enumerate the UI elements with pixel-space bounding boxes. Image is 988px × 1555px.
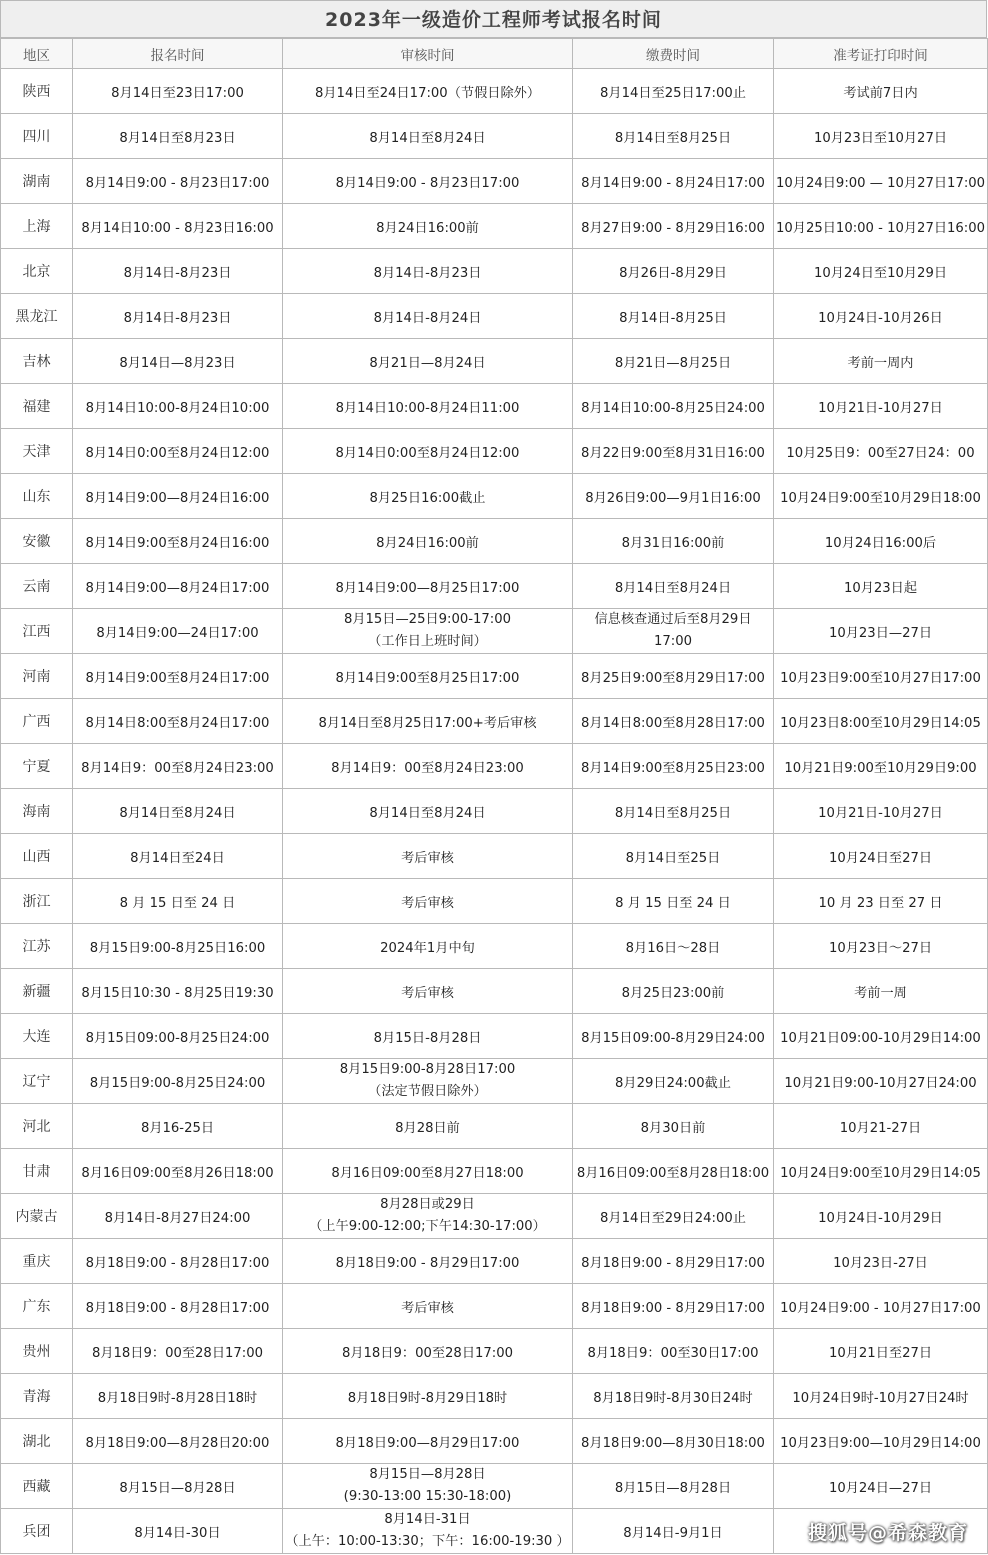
payment-cell: 8月14日至8月25日 xyxy=(573,789,774,834)
registration-cell: 8月14日9:00至8月24日16:00 xyxy=(73,519,283,564)
review-cell: 8月24日16:00前 xyxy=(283,204,573,249)
header-registration: 报名时间 xyxy=(73,39,283,69)
region-cell: 吉林 xyxy=(1,339,73,384)
review-cell: 8月16日09:00至8月27日18:00 xyxy=(283,1149,573,1194)
review-cell: 8月14日-31日 （上午：10:00-13:30；下午：16:00-19:30 ） xyxy=(283,1509,573,1554)
registration-cell: 8月16日09:00至8月26日18:00 xyxy=(73,1149,283,1194)
table-row xyxy=(1,1059,988,1104)
table-row xyxy=(1,1374,988,1419)
region-cell: 甘肃 xyxy=(1,1149,73,1194)
registration-cell: 8月18日9:00 - 8月28日17:00 xyxy=(73,1284,283,1329)
payment-cell: 8月31日16:00前 xyxy=(573,519,774,564)
payment-cell: 8月21日—8月25日 xyxy=(573,339,774,384)
review-cell: 考后审核 xyxy=(283,834,573,879)
registration-cell: 8月14日至24日 xyxy=(73,834,283,879)
review-cell: 8月18日9:00—8月29日17:00 xyxy=(283,1419,573,1464)
ticket-print-cell: 10月23日起 xyxy=(774,564,988,609)
registration-cell: 8月14日-30日 xyxy=(73,1509,283,1554)
ticket-print-cell: 10月24日9:00 — 10月27日17:00 xyxy=(774,159,988,204)
table-row xyxy=(1,699,988,744)
payment-cell: 8月27日9:00 - 8月29日16:00 xyxy=(573,204,774,249)
review-cell: 8月15日—25日9:00-17:00 （工作日上班时间） xyxy=(283,609,573,654)
header-review: 审核时间 xyxy=(283,39,573,69)
ticket-print-cell: 10月24日9时-10月27日24时 xyxy=(774,1374,988,1419)
payment-cell: 8月22日9:00至8月31日16:00 xyxy=(573,429,774,474)
ticket-print-cell: 10月24日9:00至10月29日14:05 xyxy=(774,1149,988,1194)
ticket-print-cell: 10月24日至10月29日 xyxy=(774,249,988,294)
region-cell: 青海 xyxy=(1,1374,73,1419)
ticket-print-cell: 10月21日-10月27日 xyxy=(774,384,988,429)
ticket-print-cell: 10月21-27日 xyxy=(774,1104,988,1149)
ticket-print-cell: 10月21日至27日 xyxy=(774,1329,988,1374)
registration-cell: 8月14日-8月23日 xyxy=(73,249,283,294)
region-cell: 广西 xyxy=(1,699,73,744)
registration-cell: 8月14日10:00 - 8月23日16:00 xyxy=(73,204,283,249)
table-row xyxy=(1,789,988,834)
payment-cell: 8月16日09:00至8月28日18:00 xyxy=(573,1149,774,1194)
review-cell: 考后审核 xyxy=(283,879,573,924)
payment-cell: 8月14日10:00-8月25日24:00 xyxy=(573,384,774,429)
payment-cell: 8月14日至8月25日 xyxy=(573,114,774,159)
table-row xyxy=(1,69,988,114)
table-row xyxy=(1,249,988,294)
payment-cell: 8月14日9:00 - 8月24日17:00 xyxy=(573,159,774,204)
registration-cell: 8月14日9:00至8月24日17:00 xyxy=(73,654,283,699)
review-cell: 8月14日至24日17:00（节假日除外） xyxy=(283,69,573,114)
review-cell: 8月15日-8月28日 xyxy=(283,1014,573,1059)
region-cell: 云南 xyxy=(1,564,73,609)
region-cell: 天津 xyxy=(1,429,73,474)
payment-cell: 8月15日09:00-8月29日24:00 xyxy=(573,1014,774,1059)
table-row xyxy=(1,654,988,699)
ticket-print-cell: 10月24日至27日 xyxy=(774,834,988,879)
registration-cell: 8月14日至23日17:00 xyxy=(73,69,283,114)
table-row xyxy=(1,1464,988,1509)
table-row xyxy=(1,1419,988,1464)
review-cell: 8月14日9:00至8月25日17:00 xyxy=(283,654,573,699)
registration-cell: 8月18日9时-8月28日18时 xyxy=(73,1374,283,1419)
ticket-print-cell: 10月24日16:00后 xyxy=(774,519,988,564)
table-row xyxy=(1,384,988,429)
registration-cell: 8月14日9:00—8月24日16:00 xyxy=(73,474,283,519)
registration-cell: 8月16-25日 xyxy=(73,1104,283,1149)
review-cell: 8月24日16:00前 xyxy=(283,519,573,564)
region-cell: 江苏 xyxy=(1,924,73,969)
registration-cell: 8月14日—8月23日 xyxy=(73,339,283,384)
registration-cell: 8月15日09:00-8月25日24:00 xyxy=(73,1014,283,1059)
table-row xyxy=(1,744,988,789)
review-cell: 8月21日—8月24日 xyxy=(283,339,573,384)
region-cell: 湖南 xyxy=(1,159,73,204)
header-row xyxy=(1,39,988,69)
review-cell: 8月25日16:00截止 xyxy=(283,474,573,519)
payment-cell: 8月29日24:00截止 xyxy=(573,1059,774,1104)
review-cell: 8月18日9:00 - 8月29日17:00 xyxy=(283,1239,573,1284)
review-cell: 8月14日10:00-8月24日11:00 xyxy=(283,384,573,429)
payment-cell: 8月14日至25日 xyxy=(573,834,774,879)
ticket-print-cell: 10月23日-27日 xyxy=(774,1239,988,1284)
region-cell: 黑龙江 xyxy=(1,294,73,339)
payment-cell: 8月25日9:00至8月29日17:00 xyxy=(573,654,774,699)
table-row xyxy=(1,1239,988,1284)
ticket-print-cell: 考前一周内 xyxy=(774,339,988,384)
payment-cell: 8月14日8:00至8月28日17:00 xyxy=(573,699,774,744)
ticket-print-cell: 10月21日-10月27日 xyxy=(774,789,988,834)
ticket-print-cell: 10月23日至10月27日 xyxy=(774,114,988,159)
registration-cell: 8月18日9:00—8月28日20:00 xyxy=(73,1419,283,1464)
review-cell: 8月14日9:00 - 8月23日17:00 xyxy=(283,159,573,204)
ticket-print-cell: 10月25日9：00至27日24：00 xyxy=(774,429,988,474)
region-cell: 福建 xyxy=(1,384,73,429)
table-row xyxy=(1,924,988,969)
payment-cell: 8月14日至29日24:00止 xyxy=(573,1194,774,1239)
payment-cell: 8 月 15 日至 24 日 xyxy=(573,879,774,924)
ticket-print-cell: 10月23日9:00—10月29日14:00 xyxy=(774,1419,988,1464)
payment-cell: 8月18日9：00至30日17:00 xyxy=(573,1329,774,1374)
region-cell: 广东 xyxy=(1,1284,73,1329)
region-cell: 陕西 xyxy=(1,69,73,114)
review-cell: 8月14日至8月24日 xyxy=(283,789,573,834)
payment-cell: 信息核查通过后至8月29日 17:00 xyxy=(573,609,774,654)
region-cell: 上海 xyxy=(1,204,73,249)
payment-cell: 8月15日—8月28日 xyxy=(573,1464,774,1509)
region-cell: 浙江 xyxy=(1,879,73,924)
table-row xyxy=(1,114,988,159)
region-cell: 安徽 xyxy=(1,519,73,564)
payment-cell: 8月14日至25日17:00止 xyxy=(573,69,774,114)
payment-cell: 8月18日9:00 - 8月29日17:00 xyxy=(573,1284,774,1329)
table-row xyxy=(1,969,988,1014)
payment-cell: 8月14日至8月24日 xyxy=(573,564,774,609)
review-cell: 8月14日至8月24日 xyxy=(283,114,573,159)
registration-cell: 8月14日-8月27日24:00 xyxy=(73,1194,283,1239)
table-row xyxy=(1,1284,988,1329)
ticket-print-cell: 10月23日～27日 xyxy=(774,924,988,969)
header-ticket-print: 准考证打印时间 xyxy=(774,39,988,69)
registration-cell: 8月14日8:00至8月24日17:00 xyxy=(73,699,283,744)
region-cell: 海南 xyxy=(1,789,73,834)
schedule-table xyxy=(0,38,988,1554)
region-cell: 宁夏 xyxy=(1,744,73,789)
payment-cell: 8月26日9:00—9月1日16:00 xyxy=(573,474,774,519)
registration-cell: 8月15日—8月28日 xyxy=(73,1464,283,1509)
region-cell: 兵团 xyxy=(1,1509,73,1554)
registration-cell: 8月14日9:00 - 8月23日17:00 xyxy=(73,159,283,204)
region-cell: 北京 xyxy=(1,249,73,294)
review-cell: 8月14日9：00至8月24日23:00 xyxy=(283,744,573,789)
page-title: 2023年一级造价工程师考试报名时间 xyxy=(0,0,987,38)
review-cell: 8月14日-8月24日 xyxy=(283,294,573,339)
review-cell: 8月28日或29日 （上午9:00-12:00;下午14:30-17:00） xyxy=(283,1194,573,1239)
region-cell: 西藏 xyxy=(1,1464,73,1509)
review-cell: 8月18日9时-8月29日18时 xyxy=(283,1374,573,1419)
table-row xyxy=(1,294,988,339)
ticket-print-cell: 10月24日9:00至10月29日18:00 xyxy=(774,474,988,519)
payment-cell: 8月14日-9月1日 xyxy=(573,1509,774,1554)
region-cell: 大连 xyxy=(1,1014,73,1059)
review-cell: 8月18日9：00至28日17:00 xyxy=(283,1329,573,1374)
ticket-print-cell: 10月21日9:00-10月27日24:00 xyxy=(774,1059,988,1104)
header-region: 地区 xyxy=(1,39,73,69)
table-row xyxy=(1,474,988,519)
table-row xyxy=(1,519,988,564)
region-cell: 新疆 xyxy=(1,969,73,1014)
region-cell: 山东 xyxy=(1,474,73,519)
review-cell: 8月14日-8月23日 xyxy=(283,249,573,294)
ticket-print-cell: 10月21日9:00至10月29日9:00 xyxy=(774,744,988,789)
region-cell: 四川 xyxy=(1,114,73,159)
ticket-print-cell: 10月23日9:00至10月27日17:00 xyxy=(774,654,988,699)
registration-cell: 8月15日10:30 - 8月25日19:30 xyxy=(73,969,283,1014)
region-cell: 贵州 xyxy=(1,1329,73,1374)
table-row xyxy=(1,1104,988,1149)
ticket-print-cell: 10月25日10:00 - 10月27日16:00 xyxy=(774,204,988,249)
region-cell: 河南 xyxy=(1,654,73,699)
review-cell: 考后审核 xyxy=(283,969,573,1014)
table-row xyxy=(1,834,988,879)
registration-cell: 8月14日至8月23日 xyxy=(73,114,283,159)
region-cell: 山西 xyxy=(1,834,73,879)
watermark: 搜狐号@希森教育 xyxy=(807,1522,968,1544)
table-body xyxy=(1,69,988,1554)
payment-cell: 8月16日～28日 xyxy=(573,924,774,969)
payment-cell: 8月14日-8月25日 xyxy=(573,294,774,339)
ticket-print-cell: 10 月 23 日至 27 日 xyxy=(774,879,988,924)
registration-cell: 8月18日9:00 - 8月28日17:00 xyxy=(73,1239,283,1284)
payment-cell: 8月25日23:00前 xyxy=(573,969,774,1014)
registration-cell: 8月18日9：00至28日17:00 xyxy=(73,1329,283,1374)
registration-cell: 8月14日9:00—24日17:00 xyxy=(73,609,283,654)
review-cell: 8月14日至8月25日17:00+考后审核 xyxy=(283,699,573,744)
ticket-print-cell: 考试前7日内 xyxy=(774,69,988,114)
review-cell: 考后审核 xyxy=(283,1284,573,1329)
review-cell: 8月28日前 xyxy=(283,1104,573,1149)
registration-cell: 8月14日9：00至8月24日23:00 xyxy=(73,744,283,789)
region-cell: 内蒙古 xyxy=(1,1194,73,1239)
review-cell: 8月14日9:00—8月25日17:00 xyxy=(283,564,573,609)
ticket-print-cell: 10月24日—27日 xyxy=(774,1464,988,1509)
table-row xyxy=(1,204,988,249)
review-cell: 2024年1月中旬 xyxy=(283,924,573,969)
payment-cell: 8月14日9:00至8月25日23:00 xyxy=(573,744,774,789)
registration-cell: 8月14日10:00-8月24日10:00 xyxy=(73,384,283,429)
ticket-print-cell: 10月24日-10月26日 xyxy=(774,294,988,339)
ticket-print-cell: 考前一周 xyxy=(774,969,988,1014)
registration-cell: 8月14日至8月24日 xyxy=(73,789,283,834)
region-cell: 重庆 xyxy=(1,1239,73,1284)
registration-cell: 8 月 15 日至 24 日 xyxy=(73,879,283,924)
region-cell: 湖北 xyxy=(1,1419,73,1464)
registration-cell: 8月14日0:00至8月24日12:00 xyxy=(73,429,283,474)
ticket-print-cell: 10月23日—27日 xyxy=(774,609,988,654)
region-cell: 河北 xyxy=(1,1104,73,1149)
payment-cell: 8月18日9时-8月30日24时 xyxy=(573,1374,774,1419)
table-row xyxy=(1,609,988,654)
ticket-print-cell: 10月24日9:00 - 10月27日17:00 xyxy=(774,1284,988,1329)
table-row xyxy=(1,879,988,924)
ticket-print-cell: 10月24日-10月29日 xyxy=(774,1194,988,1239)
table-row xyxy=(1,159,988,204)
table-row xyxy=(1,1194,988,1239)
table-row xyxy=(1,339,988,384)
table-row xyxy=(1,564,988,609)
payment-cell: 8月18日9:00—8月30日18:00 xyxy=(573,1419,774,1464)
ticket-print-cell: 10月21日09:00-10月29日14:00 xyxy=(774,1014,988,1059)
registration-cell: 8月15日9:00-8月25日16:00 xyxy=(73,924,283,969)
table-row xyxy=(1,1014,988,1059)
region-cell: 辽宁 xyxy=(1,1059,73,1104)
payment-cell: 8月18日9:00 - 8月29日17:00 xyxy=(573,1239,774,1284)
registration-cell: 8月14日9:00—8月24日17:00 xyxy=(73,564,283,609)
table-row xyxy=(1,429,988,474)
review-cell: 8月15日9:00-8月28日17:00 （法定节假日除外） xyxy=(283,1059,573,1104)
table-row xyxy=(1,1149,988,1194)
region-cell: 江西 xyxy=(1,609,73,654)
payment-cell: 8月26日-8月29日 xyxy=(573,249,774,294)
table-row xyxy=(1,1329,988,1374)
registration-cell: 8月15日9:00-8月25日24:00 xyxy=(73,1059,283,1104)
header-payment: 缴费时间 xyxy=(573,39,774,69)
ticket-print-cell: 10月23日8:00至10月29日14:05 xyxy=(774,699,988,744)
review-cell: 8月15日—8月28日 (9:30-13:00 15:30-18:00) xyxy=(283,1464,573,1509)
registration-cell: 8月14日-8月23日 xyxy=(73,294,283,339)
review-cell: 8月14日0:00至8月24日12:00 xyxy=(283,429,573,474)
payment-cell: 8月30日前 xyxy=(573,1104,774,1149)
